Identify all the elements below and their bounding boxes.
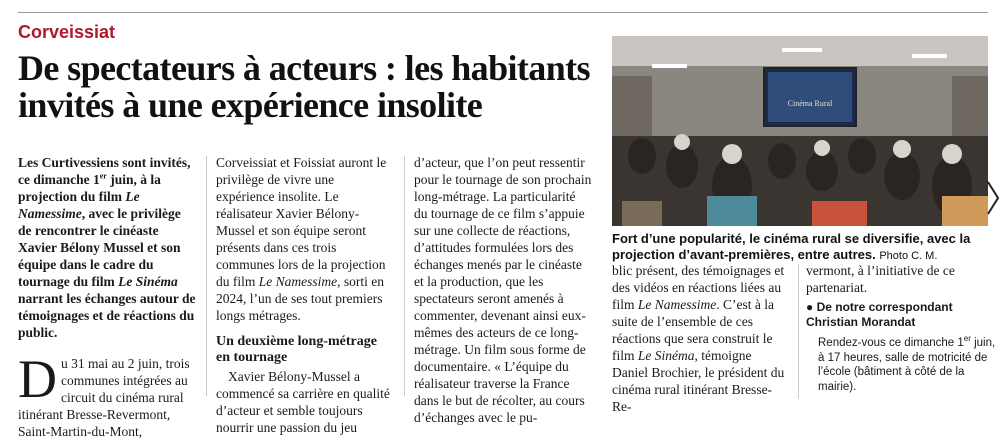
article-lead: Les Curtivessiens sont invités, ce dimanche 1er juin, à la projection du film Le Namessime, avec le privilège de rencontrer le cinéaste Xavier Bélony Mussel et son équipe dans le cadre du tournage du film Le Sinéma narrant les échanges autour de témoignages et de réactions du public. — [18, 155, 196, 340]
cinema-audience-image — [612, 36, 988, 226]
column-divider — [404, 156, 405, 396]
column-3 — [414, 154, 592, 426]
byline-label: ● De notre correspondant — [806, 300, 953, 314]
body-paragraph-3: Xavier Bélony-Mussel a commencé sa carrière en qualité d’acteur et semble toujours nourrir une passion du jeu — [216, 369, 390, 435]
article-photo — [612, 36, 988, 226]
photo-credit: Photo C. M. — [879, 250, 938, 262]
photo-caption: Fort d’une popularité, le cinéma rural se diversifie, avec la projection d’avant-premières, entre autres. Photo C. M. — [612, 231, 971, 262]
article-headline: De spectateurs à acteurs : les habitants invités à une expérience insolite — [18, 48, 590, 125]
screen-text: Cinéma Rural — [787, 99, 833, 108]
top-rule — [18, 12, 988, 13]
drop-cap: D — [18, 349, 57, 409]
body-paragraph-4: d’acteur, que l’on peut ressentir pour le tournage de son prochain long-métrage. La particularité du tournage de ce film s’appuie sur une collecte de réactions, d’attitudes formulées lors des échanges menés par le cinéaste et la production, que les spectateurs seront amenés à commenter, devenant ainsi eux-mêmes des acteurs de ce long-métrage. Un film sous forme de documentaire. « L’équipe du réalisateur traverse la France dans le but de récolter, au cours d’échanges avec le pu- — [414, 155, 592, 425]
event-note: Rendez-vous ce dimanche 1er juin, à 17 heures, salle de motricité de l’école (bâtiment à côté de la mairie). — [818, 334, 996, 393]
body-paragraph-6: vermont, à l’initiative de ce partenariat. — [806, 263, 955, 295]
column-2 — [216, 154, 394, 436]
byline-author: Christian Morandat — [806, 315, 916, 329]
column-divider — [206, 156, 207, 396]
chevron-right-icon[interactable] — [986, 178, 1000, 218]
subheading: Un deuxième long-métrage en tournage — [216, 334, 377, 365]
column-5 — [806, 262, 996, 394]
column-1 — [18, 154, 196, 440]
body-paragraph-1: Du 31 mai au 2 juin, trois communes intégrées au circuit du cinéma rural itinérant Bresse-Revermont, Saint-Martin-du-Mont, — [18, 349, 190, 439]
body-paragraph-2: Corveissiat et Foissiat auront le privilège de vivre une expérience insolite. Le réalisateur Xavier Bélony-Mussel et son équipe seront présents dans ces trois communes lors de la projection du film Le Namessime, sorti en 2024, l’un de ses tout premiers longs métrages. — [216, 155, 387, 323]
column-4 — [612, 262, 790, 415]
column-divider — [798, 264, 799, 399]
body-paragraph-5: blic présent, des témoignages et des vidéos en réactions liées au film Le Namessime. C’est à la suite de l’ensemble de ces réactions que sera construit le film Le Sinéma, témoigne Daniel Brochier, le président du cinéma rural itinérant Bresse-Re- — [612, 263, 785, 414]
section-kicker: Corveissiat — [18, 22, 116, 42]
